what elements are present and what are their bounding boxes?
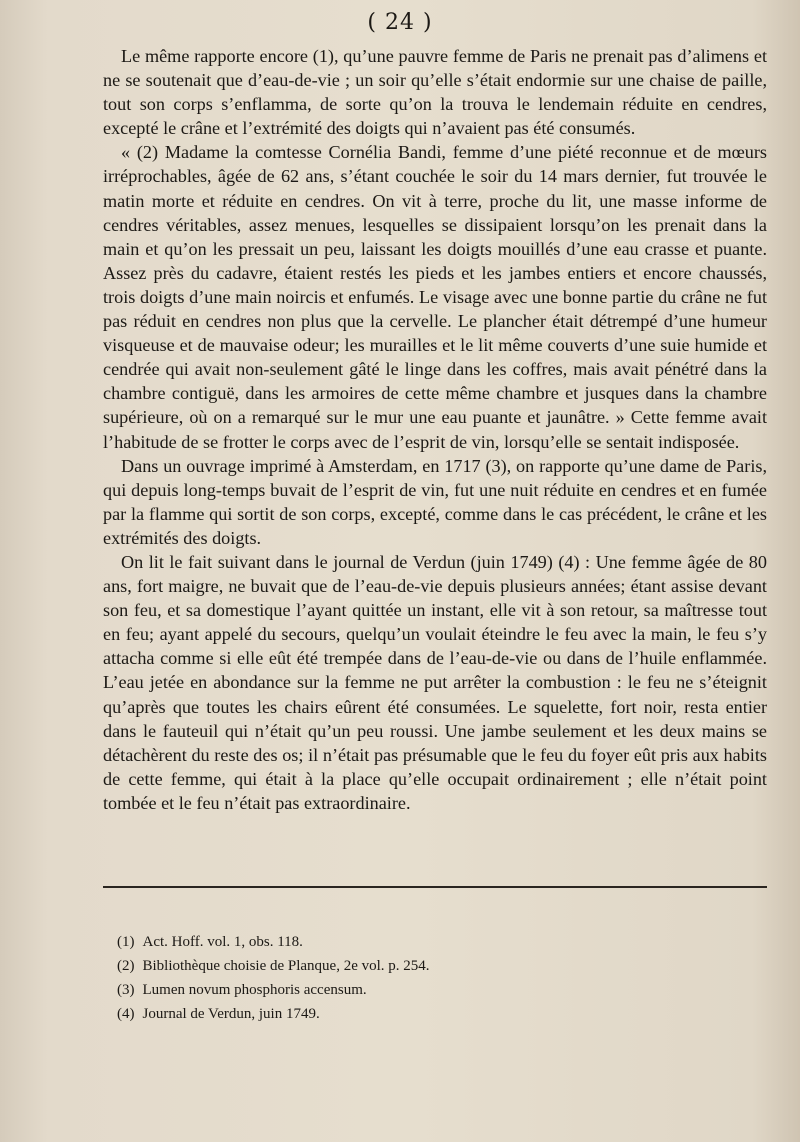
footnote <box>117 1002 737 1026</box>
footnote-text: Lumen novum phosphoris accensum. <box>142 982 367 998</box>
footnote <box>117 954 737 978</box>
footnote-number: (2) <box>117 958 135 974</box>
paragraph: On lit le fait suivant dans le journal de Verdun (juin 1749) (4) : Une femme âgée de 80 ans, fort maigre, ne buvait que de l’eau-de-vie depuis plusieurs années; étant assise devant son feu, et sa domestique l’ayant quittée un instant, elle vit à son retour, sa maîtresse tout en feu; ayant appelé du secours, quelqu’un voulait éteindre le feu avec la main, le feu s’y attacha comme si elle eût été trempée dans de l’eau-de-vie ou dans de l’huile enflammée. L’eau jetée en abondance sur la femme ne put arrêter la combustion : le feu ne s’éteignit qu’après que toutes les chairs eûrent été consumées. Le squelette, fort noir, resta entier dans le fauteuil qui n’était qu’un peu roussi. Une jambe seulement et les deux mains se détachèrent du reste des os; il n’était pas présumable que le feu du foyer eût pris aux habits de cette femme, qui était à la place qu’elle occupait ordinairement ; elle n’était point tombée et le feu n’était pas extraordinaire. <box>103 551 767 813</box>
body-text <box>103 44 767 815</box>
footnote-text: Bibliothèque choisie de Planque, 2e vol. p. 254. <box>142 958 430 974</box>
footnote-text: Journal de Verdun, juin 1749. <box>142 1006 320 1022</box>
footnote-text: Act. Hoff. vol. 1, obs. 118. <box>142 934 303 950</box>
footnote <box>117 930 737 954</box>
footnote-divider <box>103 886 767 888</box>
paragraph: Le même rapporte encore (1), qu’une pauvre femme de Paris ne prenait pas d’alimens et ne se soutenait que d’eau-de-vie ; un soir qu’elle s’était endormie sur une chaise de paille, tout son corps s’enflamma, de sorte qu’on la trouva le lendemain réduite en cendres, excepté le crâne et l’extrémité des doigts qui n’avaient pas été consumés. <box>103 46 767 139</box>
footnote-number: (3) <box>117 982 135 998</box>
footnotes <box>117 930 737 1026</box>
footnote <box>117 978 737 1002</box>
paragraph: Dans un ouvrage imprimé à Amsterdam, en 1717 (3), on rapporte qu’une dame de Paris, qui depuis long-temps buvait de l’esprit de vin, fut une nuit réduite en cendres et en fumée par la flamme qui sortit de son corps, excepté, comme dans le cas précédent, le crâne et les extrémités des doigts. <box>103 455 767 548</box>
footnote-number: (1) <box>117 934 135 950</box>
footnote-number: (4) <box>117 1006 135 1022</box>
page-number: ( 24 ) <box>367 10 433 35</box>
paragraph: « (2) Madame la comtesse Cornélia Bandi, femme d’une piété reconnue et de mœurs irréprochables, âgée de 62 ans, s’étant couchée le soir du 14 mars dernier, fut trouvée le matin morte et réduite en cendres. On vit à terre, proche du lit, une masse informe de cendres véritables, assez menues, lesquelles se dissipaient lorsqu’on les prenait dans la main et qu’on les pressait un peu, laissant les doigts mouillés d’une eau crasse et puante. Assez près du cadavre, étaient restés les pieds et les jambes entiers et encore chaussés, trois doigts d’une main noircis et enfumés. Le visage avec une bonne partie du crâne ne fut pas réduit en cendres non plus que la cervelle. Le plancher était détrempé d’une humeur visqueuse et de mauvaise odeur; les murailles et le lit même couverts d’une suie humide et cendrée qui avait non-seulement gâté le linge dans les coffres, mais avait pénétré dans la chambre contiguë, dans les armoires de cette même chambre et jusques dans la chambre supérieure, où on a remarqué sur le mur une eau puante et jaunâtre. » Cette femme avait l’habitude de se frotter le corps avec de l’esprit de vin, lorsqu’elle se sentait indisposée. <box>103 142 767 452</box>
